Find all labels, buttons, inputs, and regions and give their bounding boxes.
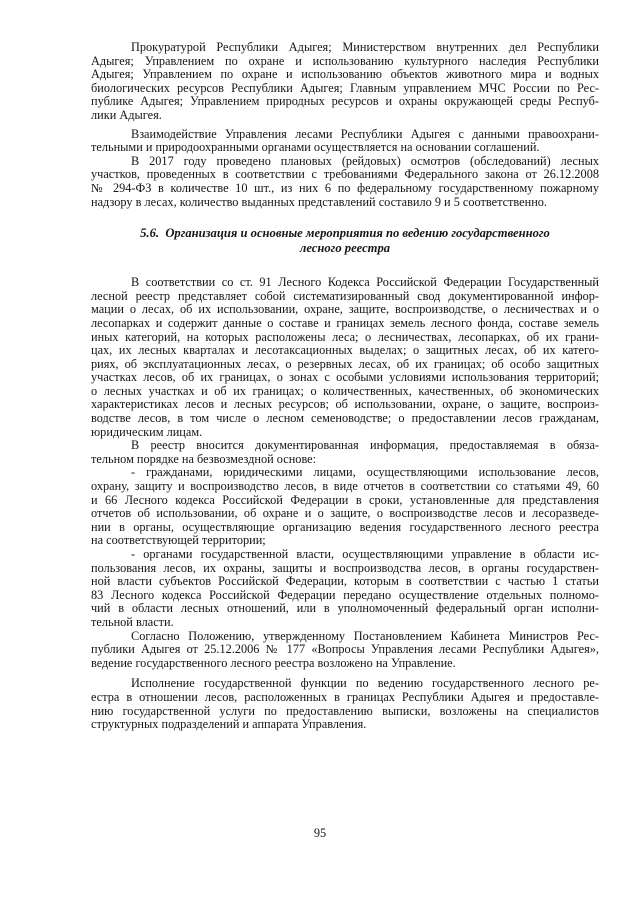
document-page [91,41,599,732]
paragraph [91,276,599,439]
text-line: тельными и природоохранными органами осуществляется на основании соглашений. [91,140,540,155]
text-line: Взаимодействие Управления лесами Республики Адыгея с данными правоохрани- [131,126,599,141]
text-line: и 66 Лесного кодекса Российской Федерации в сроки, установленные для представления [91,492,599,507]
text-line: публики Адыгея от 25.12.2006 № 177 «Вопросы Управления лесами Республики Адыгея», [91,642,599,657]
text-line: юридическим лицам. [91,424,203,439]
text-line: иных категорий, на которых расположены леса; о лесничествах, лесопарках, об их грани- [91,329,599,344]
text-line: тельной власти. [91,614,174,629]
text-line: цах, их лесных кварталах и лесотаксационных выделах; о защитных лесах, об их катего- [91,343,599,358]
text-line: В соответствии со ст. 91 Лесного Кодекса Российской Федерации Государственный [131,275,599,290]
page-number: 95 [313,826,327,840]
text-line: на соответствующей территории; [91,533,266,548]
text-line: участков, проведенных в соответствии с требованиями Федерального закона от 26.12.2008 [91,167,599,182]
text-line: нии в органы, осуществляющие организацию ведения государственного лесного реестра [91,519,599,534]
text-line: охрану, защиту и воспроизводство лесов, в виде отчетов в соответствии со статьями 49, 60 [91,479,599,494]
paragraph [91,41,599,123]
section-title-line2: лесного реестра [299,241,391,256]
section-heading [91,226,599,256]
text-line: о лесных участках и об их границах; о количественных, качественных, об экономических [91,383,599,398]
text-line: структурных подразделений и аппарата Управления. [91,717,367,732]
text-line: Адыгея; Управлением по охране и использованию культурного наследия Республики [91,53,599,68]
text-line: чий в области лесных отношений, или в уполномоченный федеральный орган исполни- [91,601,599,616]
paragraph [91,630,599,671]
text-line: В реестр вносится документированная информация, предоставляемая в обяза- [131,438,599,453]
text-line: ведение государственного лесного реестра возложено на Управление. [91,655,456,670]
paragraph [91,439,599,466]
text-line: В 2017 году проведено плановых (рейдовых) осмотров (обследований) лесных [131,153,599,168]
text-line: биологических ресурсов Республики Адыгея; Главным управлением МЧС России по Рес- [91,80,599,95]
text-line: лесопарках и содержит данные о составе и границах земель лесного фонда, составе земель [91,315,599,330]
list-item [91,548,599,630]
text-line: тельном порядке на безвозмездной основе: [91,451,317,466]
text-line: надзору в лесах, количество выданных представлений составило 9 и 5 соответственно. [91,194,548,209]
list-item [91,466,599,548]
text-line: 83 Лесного кодекса Российской Федерации передано осуществление отдельных полномо- [91,587,599,602]
text-line: публике Адыгея; Управлением природных ресурсов и охраны окружающей среды Респуб- [91,94,599,109]
text-line: пользования лесов, их охраны, защиты и воспроизводства лесов, в органы государствен- [91,560,599,575]
text-line: - гражданами, юридическими лицами, осуществляющими использование лесов, [131,465,599,480]
section-title-line1: Организация и основные мероприятия по ведению государственного [165,226,550,241]
text-line: естра в отношении лесов, расположенных в границах Республики Адыгея и предоставле- [91,689,599,704]
text-line: характеристиках лесов и лесных ресурсов; об использовании, охране, о защите, воспроиз- [91,397,599,412]
paragraph [91,155,599,209]
text-line: мации о лесах, об их использовании, охране, защите, воспроизводстве, о лесничествах и о [91,302,599,317]
text-line: Прокуратурой Республики Адыгея; Министерством внутренних дел Республики [131,40,599,54]
section-number: 5.6. [140,226,160,241]
text-line: - органами государственной власти, осуществляющими управление в области ис- [131,547,599,561]
text-line: ной власти субъектов Российской Федерации, которым в соответствии с частью 1 статьи [91,574,599,589]
text-line: Адыгея; Управлением по охране и использованию объектов животного мира и водных [91,67,599,82]
text-line: лесной реестр представляет собой систематизированный свод документированной инфор- [91,288,599,303]
text-line: водстве лесов, в том числе о лесном семеноводстве; о предоставлении лесов гражданам, [91,411,599,426]
paragraph [91,677,599,731]
text-line: Исполнение государственной функции по ведению государственного лесного ре- [131,676,599,691]
paragraph [91,128,599,155]
text-line: нию государственной услуги по предоставлению выписки, возложены на специалистов [91,703,599,718]
text-line: участках лесов, об их границах, о зонах с особыми условиями использования территорий; [91,370,599,385]
text-line: Согласно Положению, утвержденному Постановлением Кабинета Министров Рес- [131,628,599,643]
text-line: отчетов об использовании, об охране и о защите, о воспроизводстве лесов и лесоразведе- [91,506,599,521]
text-line: риях, об эксплуатационных лесах, о резервных лесах, об их границах; об особо защитных [91,356,599,371]
text-line: лики Адыгея. [91,107,162,122]
text-line: № 294-ФЗ в количестве 10 шт., из них 6 по федеральному государственному пожарному [91,180,599,195]
